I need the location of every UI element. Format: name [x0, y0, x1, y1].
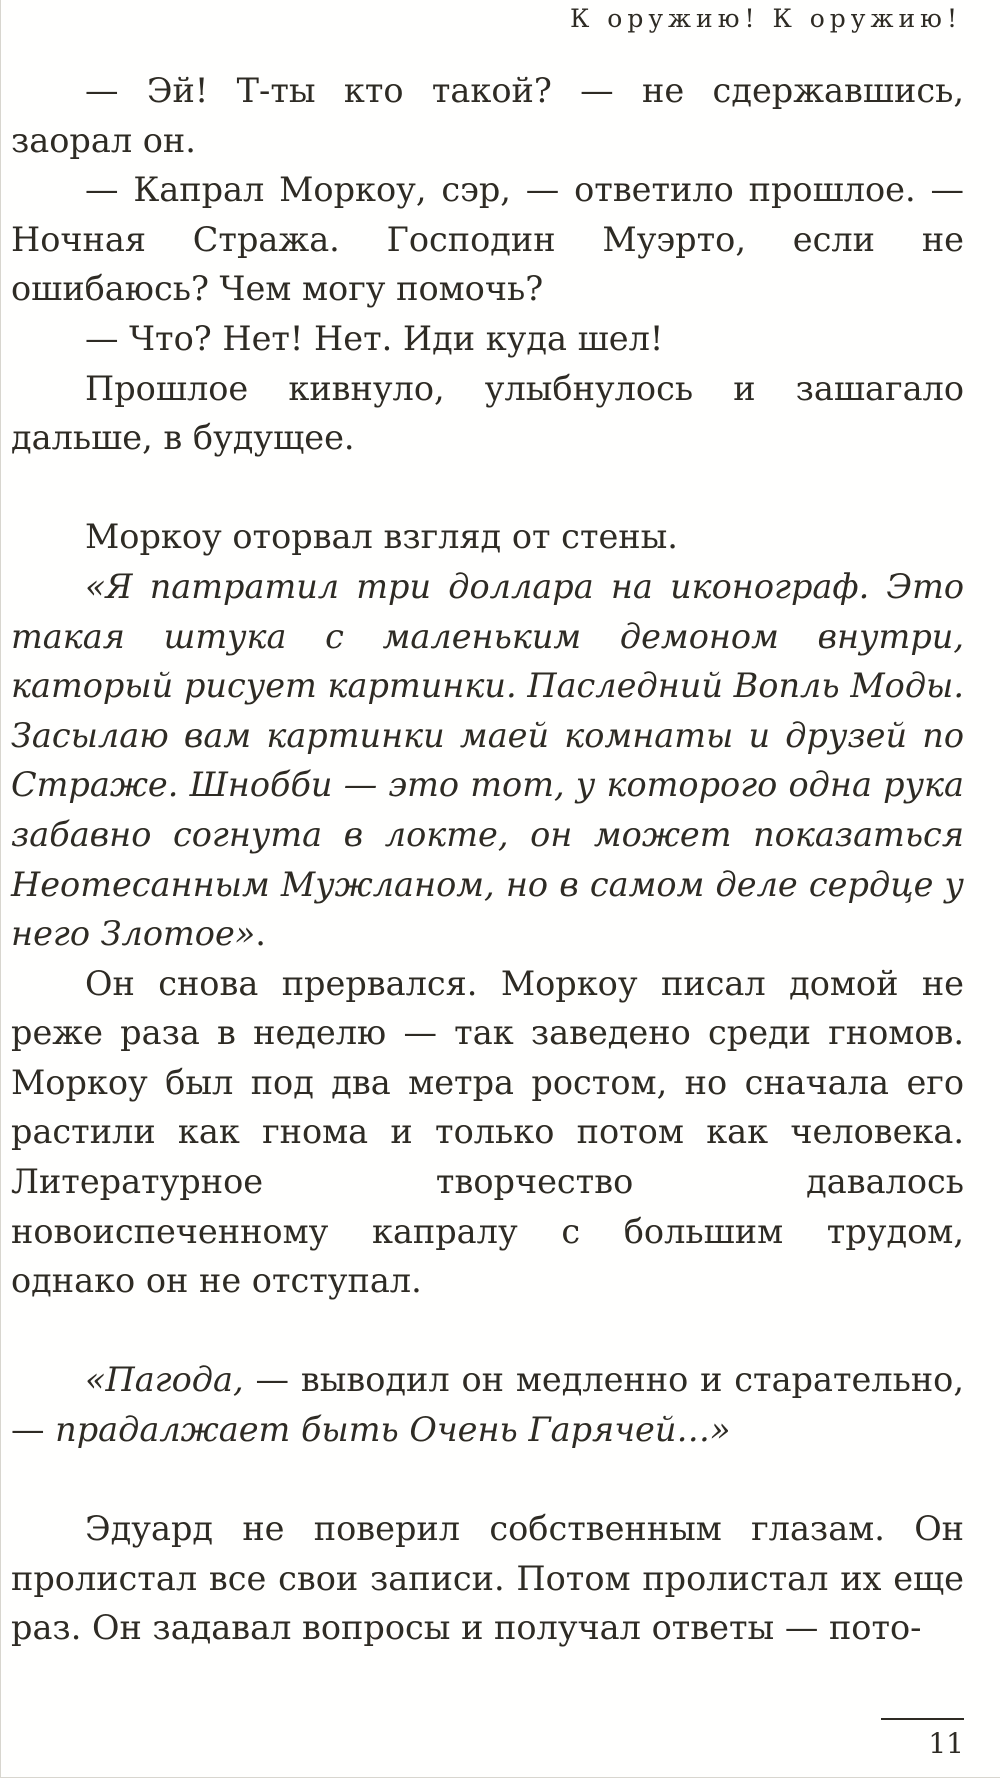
text-run: Моркоу оторвал взгляд от стены. — [85, 517, 678, 557]
text-run: — Капрал Моркоу, сэр, — ответило прошлое. — Ночная Стража. Господин Муэрто, если не ошибаюсь? Чем могу помочь? — [11, 170, 964, 309]
text-run: — выводил он медленно и старательно, — — [11, 1360, 964, 1450]
text-run: — Что? Нет! Нет. Иди куда шел! — [85, 318, 664, 358]
italic-text: «Пагода, — [85, 1360, 244, 1400]
body-text — [11, 66, 964, 1653]
paragraph — [11, 314, 964, 364]
text-run: . — [255, 914, 266, 954]
paragraph — [11, 1504, 964, 1653]
paragraph — [11, 66, 964, 165]
text-run: — Эй! Т-ты кто такой? — не сдержавшись, заорал он. — [11, 71, 964, 160]
footer-rule — [881, 1718, 964, 1720]
text-run: Прошлое кивнуло, улыбнулось и зашагало дальше, в будущее. — [11, 368, 964, 458]
running-head: К оружию! К оружию! — [569, 4, 962, 33]
paragraph — [11, 364, 964, 463]
page-number: 11 — [928, 1727, 964, 1760]
paragraph — [11, 959, 964, 1306]
paragraph — [11, 165, 964, 314]
text-run: Он снова прервался. Моркоу писал домой не реже раза в неделю — так заведено среди гномов. Моркоу был под два метра ростом, но сначала его растили как гнома и только потом как человека. Литературное творчество давалось новоиспеченному капралу с большим трудом, однако он не отступал. — [11, 963, 964, 1301]
text-run: Эдуард не поверил собственным глазам. Он пролистал все свои записи. Потом пролистал их еще раз. Он задавал вопросы и получал ответы — пото- — [11, 1509, 964, 1648]
paragraph — [11, 562, 964, 959]
paragraph — [11, 1355, 964, 1454]
italic-text: «Я патратил три доллара на иконограф. Это такая штука с маленьким демоном внутри, каторый рисует картинки. Паследний Вопль Моды. Засылаю вам картинки маей комнаты и друзей по Страже. Шнобби — это тот, у которого одна рука забавно согнута в локте, он может показаться Неотесанным Мужланом, но в самом деле сердце у него Злотое» — [11, 566, 964, 954]
paragraph — [11, 512, 964, 562]
italic-text: прадалжает быть Очень Гарячей…» — [55, 1410, 731, 1450]
